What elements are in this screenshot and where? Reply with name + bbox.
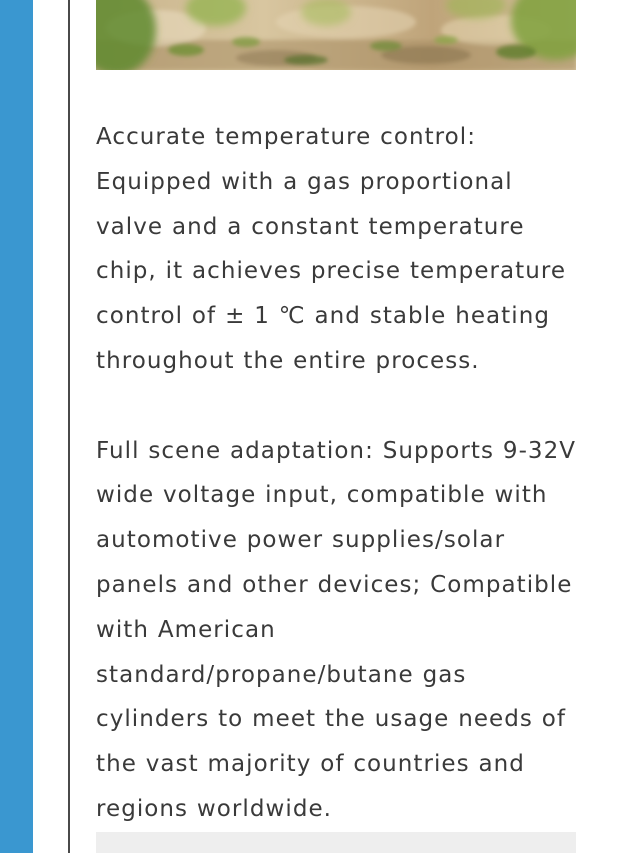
left-divider-line: [68, 0, 70, 853]
left-accent-bar: [0, 0, 33, 853]
paragraph-temperature-control: Accurate temperature control: Equipped with a gas proportional valve and a constant temperature chip, it achieves precise temperature control of ± 1 ℃ and stable heating throughout the entire process.: [96, 124, 567, 374]
article-body: [96, 115, 586, 832]
hero-image: [96, 0, 576, 70]
hero-image-art: [96, 0, 576, 70]
paragraph-scene-adaptation: Full scene adaptation: Supports 9-32V wide voltage input, compatible with automotive power supplies/solar panels and other devices; Compatible with American standard/propane/butane gas cylinders to meet the usage needs of the vast majority of countries and regions worldwide.: [96, 437, 577, 822]
next-content-block: [96, 832, 576, 853]
